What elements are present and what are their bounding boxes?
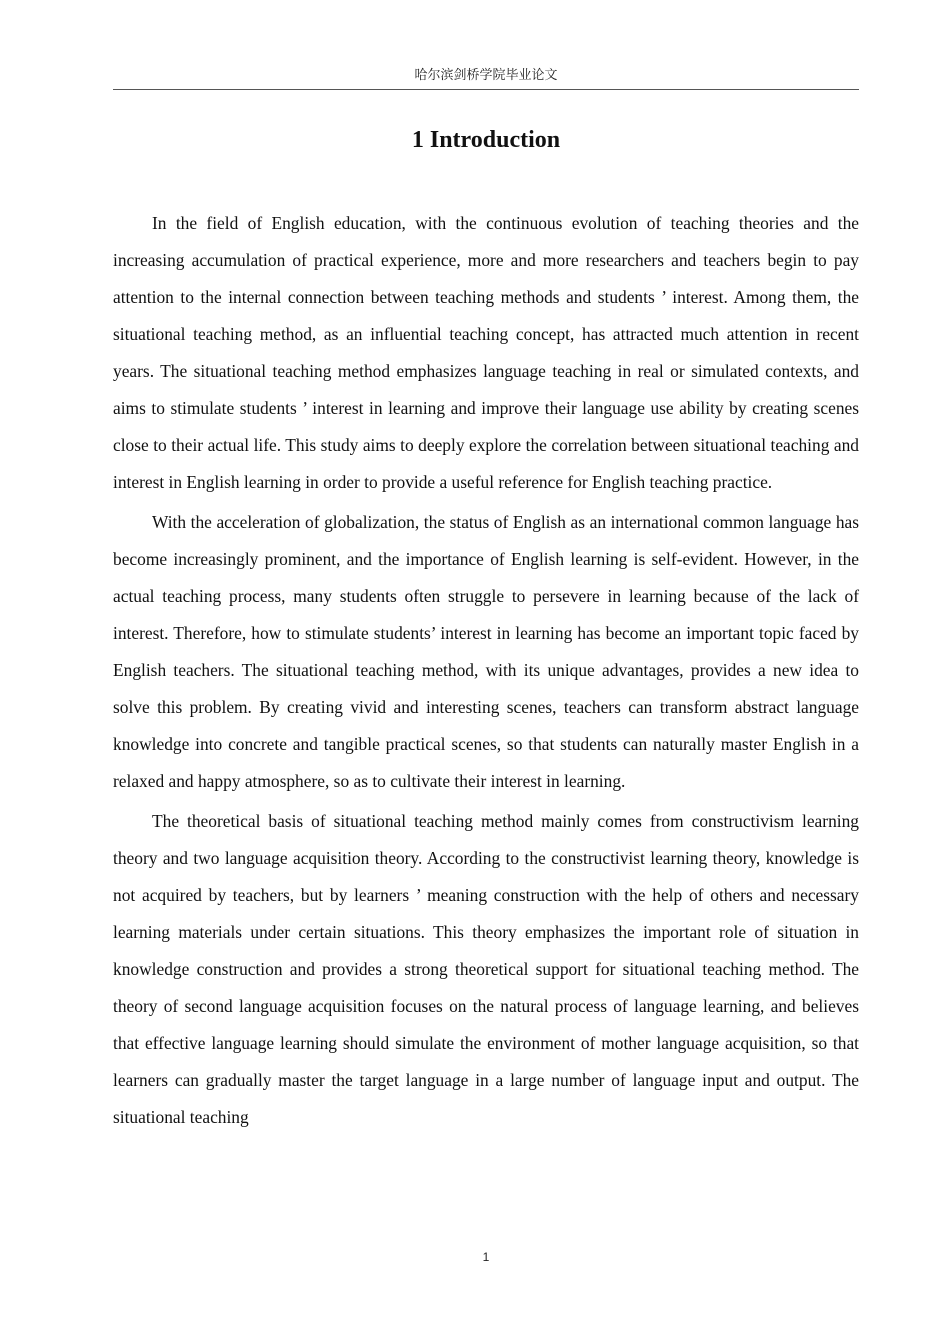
header-rule (113, 89, 859, 90)
paragraph: In the field of English education, with the continuous evolution of teaching theories and the increasing accumulation of practical experience, more and more researchers and teachers begin to pay attention to the internal connection between teaching methods and students ’ interest. Among them, the situational teaching method, as an influential teaching concept, has attracted much attention in recent years. The situational teaching method emphasizes language teaching in real or simulated contexts, and aims to stimulate students ’ interest in learning and improve their language use ability by creating scenes close to their actual life. This study aims to deeply explore the correlation between situational teaching and interest in English learning in order to provide a useful reference for English teaching practice. (113, 213, 859, 492)
chapter-title: 1 Introduction (411, 127, 561, 153)
paragraph: With the acceleration of globalization, the status of English as an international common language has become increasingly prominent, and the importance of English learning is self-evident. However, in the actual teaching process, many students often struggle to persevere in learning because of the lack of interest. Therefore, how to stimulate students’ interest in learning has become an important topic faced by English teachers. The situational teaching method, with its unique advantages, provides a new idea to solve this problem. By creating vivid and interesting scenes, teachers can transform abstract language knowledge into concrete and tangible practical scenes, so that students can naturally master English in a relaxed and happy atmosphere, so as to cultivate their interest in learning. (113, 512, 859, 791)
running-header: 哈尔滨剑桥学院毕业论文 (414, 68, 558, 83)
body-text (113, 205, 859, 1139)
paragraph: The theoretical basis of situational teaching method mainly comes from constructivism learning theory and two language acquisition theory. According to the constructivist learning theory, knowledge is not acquired by teachers, but by learners ’ meaning construction with the help of others and necessary learning materials under certain situations. This theory emphasizes the important role of situation in knowledge construction and provides a strong theoretical support for situational teaching method. The theory of second language acquisition focuses on the natural process of language learning, and believes that effective language learning should simulate the environment of mother language acquisition, so that learners can gradually master the target language in a large number of language input and output. The situational teaching (113, 811, 859, 1127)
page-number: 1 (482, 1250, 490, 1264)
